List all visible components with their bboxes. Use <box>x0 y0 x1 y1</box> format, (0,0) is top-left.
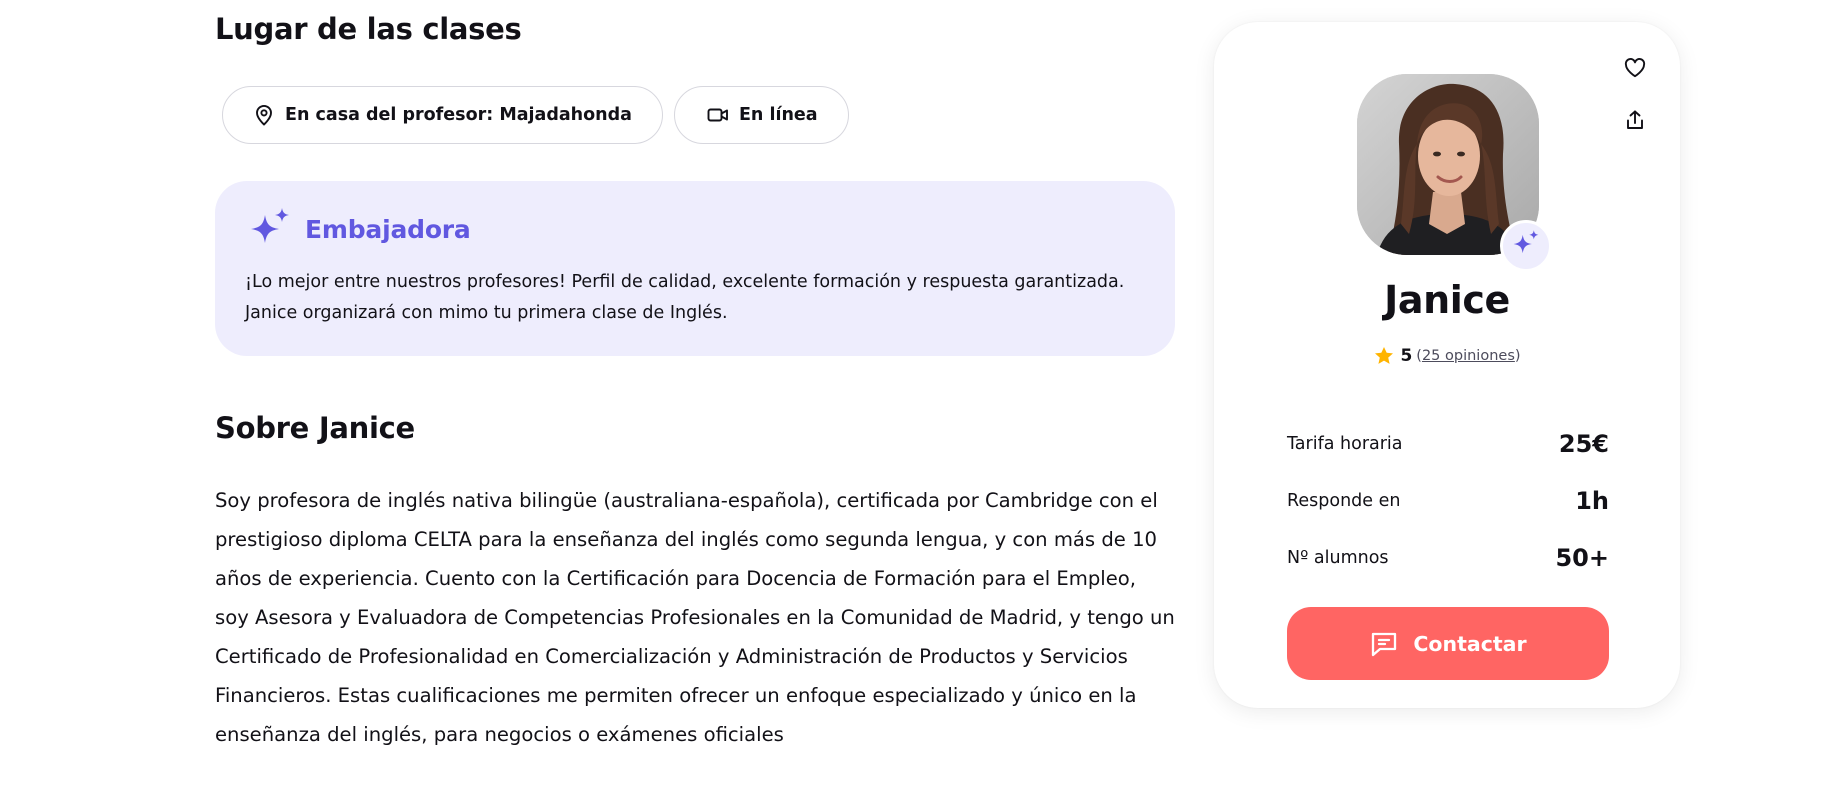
location-chip-online-label: En línea <box>738 105 818 125</box>
favorite-button[interactable] <box>1619 54 1651 86</box>
stat-hourly-rate-label: Tarifa horaria <box>1287 434 1403 454</box>
chat-bubble-icon <box>1369 629 1399 659</box>
rating-score: 5 <box>1400 346 1413 366</box>
stat-hourly-rate-value: 25€ <box>1558 430 1609 458</box>
ambassador-line-2: Janice organizará con mimo tu primera clase de Inglés. <box>245 303 728 323</box>
sparkles-icon <box>1511 229 1541 263</box>
location-chip-home-label: En casa del profesor: Majadahonda <box>285 105 632 125</box>
share-icon <box>1625 109 1645 135</box>
location-chip-home[interactable] <box>222 86 663 144</box>
reviews-link[interactable]: 25 opiniones <box>1421 348 1515 364</box>
sparkles-icon <box>247 206 293 252</box>
contact-button[interactable] <box>1287 607 1609 680</box>
stat-response-time <box>1287 485 1609 517</box>
rating-summary <box>1214 345 1680 367</box>
tutor-name: Janice <box>1384 278 1510 322</box>
ambassador-title: Embajadora <box>305 214 471 244</box>
stat-students-label: Nº alumnos <box>1287 548 1389 568</box>
star-icon <box>1373 345 1395 367</box>
ambassador-banner <box>215 181 1175 356</box>
ambassador-description <box>245 267 1145 329</box>
stat-response-time-label: Responde en <box>1287 491 1401 511</box>
contact-button-label: Contactar <box>1413 631 1527 656</box>
ambassador-badge <box>1500 220 1552 272</box>
lesson-location-title: Lugar de las clases <box>215 12 522 46</box>
share-button[interactable] <box>1619 106 1651 138</box>
about-text: Soy profesora de inglés nativa bilingüe (australiana-española), certificada por Cambridge con el prestigioso diploma CELTA para la enseñanza del inglés como segunda lengua, y con más de 10 años de experiencia. Cuento con la Certificación para Docencia de Formación para el Empleo, soy Asesora y Evaluadora de Competencias Profesionales en la Comunidad de Madrid, y tengo un Certificado de Profesionalidad en Comercialización y Administración de Productos y Servicios Financieros. Estas cualificaciones me permiten ofrecer un enfoque especializado y único en la enseñanza del inglés, para negocios o exámenes oficiales <box>215 489 1175 746</box>
ambassador-header <box>245 207 1145 251</box>
stat-response-time-value: 1h <box>1575 487 1609 515</box>
reviews-open-paren: ( <box>1416 348 1422 364</box>
location-chips <box>222 86 849 144</box>
ambassador-line-1: ¡Lo mejor entre nuestros profesores! Perfil de calidad, excelente formación y respuesta garantizada. <box>245 272 1125 292</box>
stat-hourly-rate <box>1287 428 1609 460</box>
about-title: Sobre Janice <box>215 411 415 445</box>
stat-students-value: 50+ <box>1555 544 1609 572</box>
reviews-close-paren: ) <box>1514 348 1521 364</box>
location-pin-icon <box>253 104 275 126</box>
stat-students <box>1287 542 1609 574</box>
video-camera-icon <box>707 104 729 126</box>
reviews-wrapper <box>1416 348 1520 364</box>
tutor-summary-card <box>1214 22 1680 708</box>
heart-icon <box>1624 58 1646 82</box>
location-chip-online[interactable] <box>674 86 849 144</box>
